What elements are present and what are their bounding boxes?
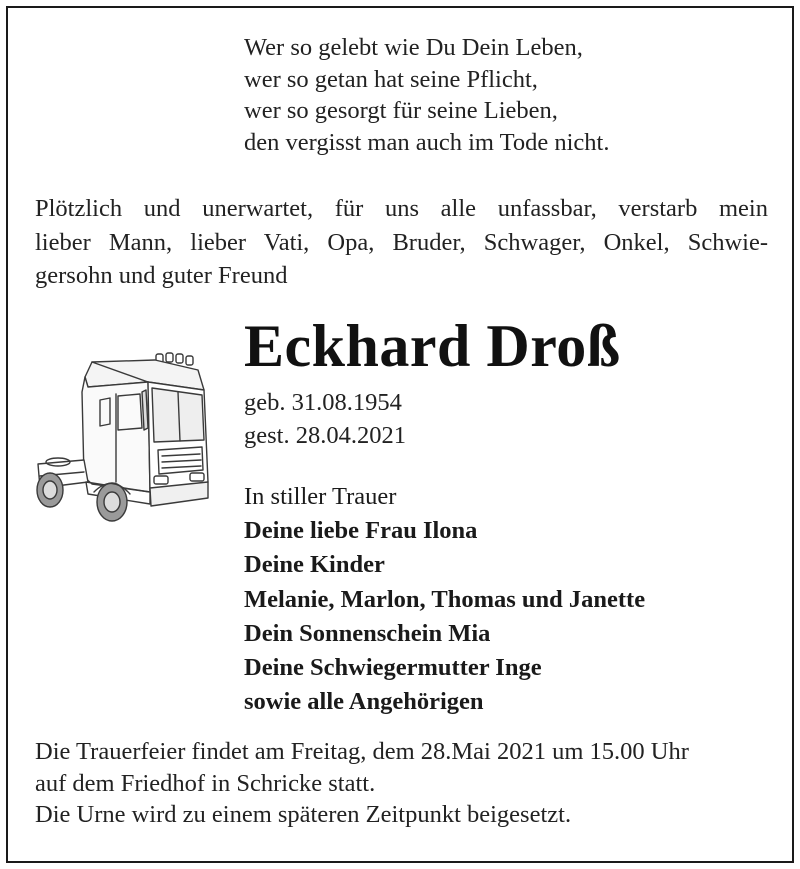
truck-icon (30, 332, 215, 532)
poem-line: wer so gesorgt für seine Lieben, (244, 97, 558, 125)
ceremony-line: Die Urne wird zu einem späteren Zeitpunkt beigesetzt. (35, 801, 572, 829)
memorial-poem (244, 32, 764, 158)
poem-line: Wer so gelebt wie Du Dein Leben, (244, 34, 583, 61)
ceremony-line: auf dem Friedhof in Schricke statt. (35, 769, 376, 797)
mourners-block (244, 480, 764, 719)
mourner-line: Melanie, Marlon, Thomas und Janette (244, 585, 646, 613)
mourner-line: Deine Schwiegermutter Inge (244, 654, 542, 682)
intro-line: lieber Mann, lieber Vati, Opa, Bruder, Schwager, Onkel, Schwie- (35, 228, 768, 256)
poem-line: wer so getan hat seine Pflicht, (244, 65, 538, 93)
intro-paragraph (35, 192, 768, 293)
deceased-name: Eckhard Droß (244, 313, 621, 379)
mourner-line: Deine Kinder (244, 551, 385, 579)
mourner-line: Deine liebe Frau Ilona (244, 517, 478, 545)
life-dates (244, 386, 644, 452)
mourner-line: Dein Sonnenschein Mia (244, 619, 491, 647)
intro-line: gersohn und guter Freund (35, 262, 288, 289)
mourners-heading: In stiller Trauer (244, 483, 397, 510)
intro-line: Plötzlich und unerwartet, für uns alle unfassbar, verstarb mein (35, 195, 768, 222)
birth-date: geb. 31.08.1954 (244, 389, 402, 416)
mourner-line: sowie alle Angehörigen (244, 688, 484, 716)
ceremony-info (35, 736, 775, 831)
poem-line: den vergisst man auch im Tode nicht. (244, 128, 610, 156)
ceremony-line: Die Trauerfeier findet am Freitag, dem 28.Mai 2021 um 15.00 Uhr (35, 738, 689, 765)
death-date: gest. 28.04.2021 (244, 422, 406, 449)
